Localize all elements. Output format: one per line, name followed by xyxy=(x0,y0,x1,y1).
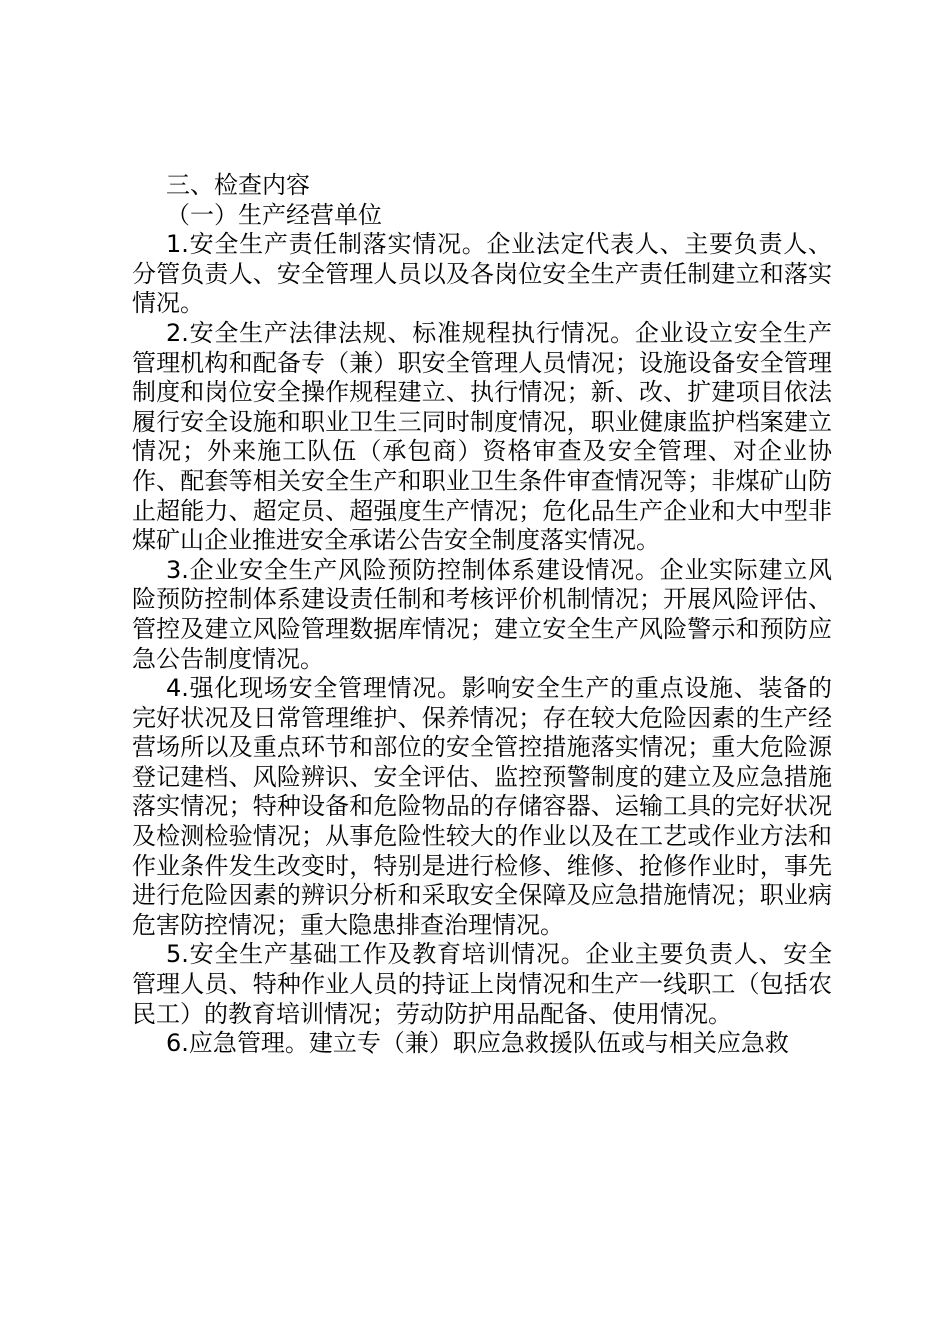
subsection-heading: （一）生产经营单位 xyxy=(166,200,382,229)
paragraph-4: 4.强化现场安全管理情况。影响安全生产的重点设施、装备的完好状况及日常管理维护、保养情况；存在较大危险因素的生产经营场所以及重点环节和部位的安全管控措施落实情况；重大危险源登记建档、风险辨识、安全评估、监控预警制度的建立及应急措施落实情况；特种设备和危险物品的存储容器、运输工具的完好状况及检测检验情况；从事危险性较大的作业以及在工艺或作业方法和作业条件发生改变时，特别是进行检修、维修、抢修作业时，事先进行危险因素的辨识分析和采取安全保障及应急措施情况；职业病危害防控情况；重大隐患排查治理情况。 xyxy=(132,674,832,939)
section-heading: 三、检查内容 xyxy=(166,171,310,199)
paragraph-5: 5.安全生产基础工作及教育培训情况。企业主要负责人、安全管理人员、特种作业人员的持证上岗情况和生产一线职工（包括农民工）的教育培训情况；劳动防护用品配备、使用情况。 xyxy=(132,940,832,1028)
paragraph-1: 1.安全生产责任制落实情况。企业法定代表人、主要负责人、分管负责人、安全管理人员以及各岗位安全生产责任制建立和落实情况。 xyxy=(132,230,832,318)
paragraph-6: 6.应急管理。建立专（兼）职应急救援队伍或与相关应急救 xyxy=(166,1029,789,1058)
document-page xyxy=(132,171,832,1059)
paragraph-2: 2.安全生产法律法规、标准规程执行情况。企业设立安全生产管理机构和配备专（兼）职安全管理人员情况；设施设备安全管理制度和岗位安全操作规程建立、执行情况；新、改、扩建项目依法履行安全设施和职业卫生三同时制度情况，职业健康监护档案建立情况；外来施工队伍（承包商）资格审查及安全管理、对企业协作、配套等相关安全生产和职业卫生条件审查情况等；非煤矿山防止超能力、超定员、超强度生产情况；危化品生产企业和大中型非煤矿山企业推进安全承诺公告安全制度落实情况。 xyxy=(132,318,832,555)
paragraph-3: 3.企业安全生产风险预防控制体系建设情况。企业实际建立风险预防控制体系建设责任制和考核评价机制情况；开展风险评估、管控及建立风险管理数据库情况；建立安全生产风险警示和预防应急公告制度情况。 xyxy=(132,555,832,673)
